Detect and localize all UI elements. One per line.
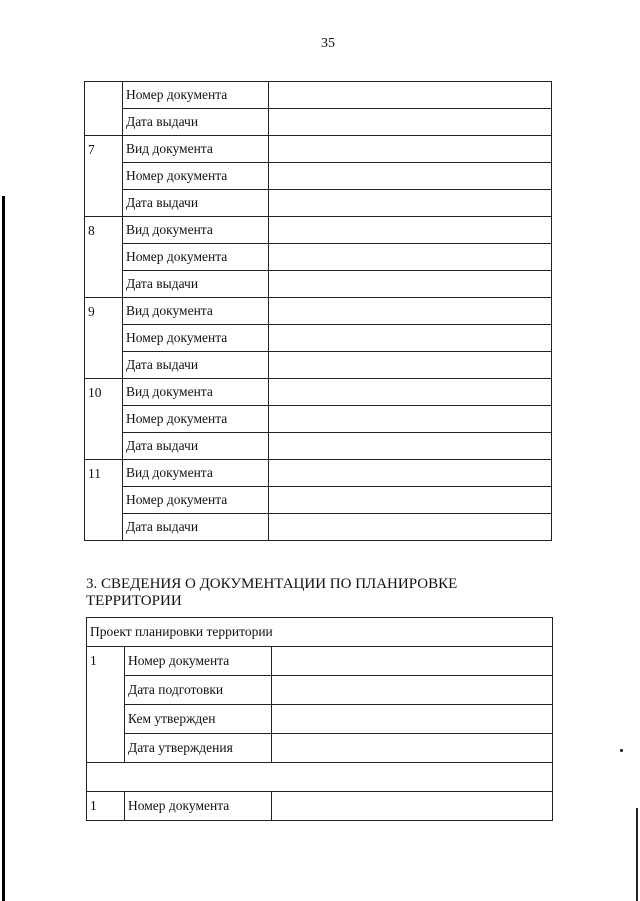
planning-subheader: Проект планировки территории bbox=[87, 618, 553, 647]
table-header-row bbox=[87, 618, 553, 647]
field-label: Номер документа bbox=[125, 647, 272, 676]
table-row bbox=[85, 325, 552, 352]
field-label: Дата выдачи bbox=[123, 190, 269, 217]
table-row bbox=[87, 792, 553, 821]
field-label: Дата выдачи bbox=[123, 514, 269, 541]
field-label: Вид документа bbox=[123, 379, 269, 406]
row-number: 10 bbox=[85, 379, 123, 460]
table-row bbox=[87, 734, 553, 763]
field-value-cell[interactable] bbox=[269, 109, 552, 136]
field-label: Вид документа bbox=[123, 136, 269, 163]
row-number bbox=[85, 82, 123, 136]
field-label: Кем утвержден bbox=[125, 705, 272, 734]
field-label: Дата подготовки bbox=[125, 676, 272, 705]
table-row bbox=[85, 136, 552, 163]
table-row bbox=[85, 379, 552, 406]
field-value-cell[interactable] bbox=[269, 514, 552, 541]
field-value-cell[interactable] bbox=[272, 705, 553, 734]
planning-table bbox=[86, 617, 553, 821]
field-value-cell[interactable] bbox=[272, 676, 553, 705]
field-label: Номер документа bbox=[123, 487, 269, 514]
empty-row-cell[interactable] bbox=[87, 763, 553, 792]
field-value-cell[interactable] bbox=[269, 244, 552, 271]
field-label: Номер документа bbox=[123, 163, 269, 190]
field-value-cell[interactable] bbox=[269, 298, 552, 325]
field-label: Дата выдачи bbox=[123, 433, 269, 460]
table-row bbox=[85, 109, 552, 136]
table-row bbox=[85, 82, 552, 109]
table-row bbox=[85, 244, 552, 271]
table-row bbox=[85, 271, 552, 298]
field-value-cell[interactable] bbox=[269, 82, 552, 109]
field-value-cell[interactable] bbox=[272, 792, 553, 821]
field-label: Номер документа bbox=[123, 82, 269, 109]
field-label: Вид документа bbox=[123, 298, 269, 325]
field-value-cell[interactable] bbox=[272, 734, 553, 763]
row-number: 11 bbox=[85, 460, 123, 541]
table-row bbox=[85, 406, 552, 433]
field-value-cell[interactable] bbox=[272, 647, 553, 676]
documents-table bbox=[84, 81, 552, 541]
row-number: 1 bbox=[87, 647, 125, 763]
table-row bbox=[85, 190, 552, 217]
field-label: Номер документа bbox=[123, 244, 269, 271]
field-label: Номер документа bbox=[123, 325, 269, 352]
field-label: Вид документа bbox=[123, 460, 269, 487]
table-row bbox=[85, 217, 552, 244]
field-value-cell[interactable] bbox=[269, 325, 552, 352]
page-number: 35 bbox=[321, 36, 335, 51]
field-label: Номер документа bbox=[123, 406, 269, 433]
field-label: Дата выдачи bbox=[123, 271, 269, 298]
table-row bbox=[85, 460, 552, 487]
field-value-cell[interactable] bbox=[269, 487, 552, 514]
scan-edge-mark bbox=[2, 196, 5, 901]
field-value-cell[interactable] bbox=[269, 217, 552, 244]
table-row bbox=[85, 487, 552, 514]
field-value-cell[interactable] bbox=[269, 163, 552, 190]
row-number: 9 bbox=[85, 298, 123, 379]
field-value-cell[interactable] bbox=[269, 379, 552, 406]
scan-dot bbox=[620, 749, 623, 752]
row-number: 1 bbox=[87, 792, 125, 821]
section-title: 3. СВЕДЕНИЯ О ДОКУМЕНТАЦИИ ПО ПЛАНИРОВКЕ ТЕРРИТОРИИ bbox=[86, 576, 458, 609]
field-value-cell[interactable] bbox=[269, 406, 552, 433]
field-label: Вид документа bbox=[123, 217, 269, 244]
table-row bbox=[85, 514, 552, 541]
row-number: 8 bbox=[85, 217, 123, 298]
table-row bbox=[87, 676, 553, 705]
scan-edge-mark-right bbox=[636, 808, 638, 901]
table-row bbox=[85, 433, 552, 460]
table-row bbox=[87, 705, 553, 734]
table-row bbox=[85, 352, 552, 379]
field-label: Дата выдачи bbox=[123, 109, 269, 136]
field-value-cell[interactable] bbox=[269, 271, 552, 298]
table-row bbox=[85, 298, 552, 325]
row-number: 7 bbox=[85, 136, 123, 217]
field-label: Дата утверждения bbox=[125, 734, 272, 763]
field-value-cell[interactable] bbox=[269, 190, 552, 217]
field-value-cell[interactable] bbox=[269, 352, 552, 379]
field-value-cell[interactable] bbox=[269, 433, 552, 460]
table-row bbox=[85, 163, 552, 190]
field-label: Дата выдачи bbox=[123, 352, 269, 379]
field-value-cell[interactable] bbox=[269, 460, 552, 487]
table-row bbox=[87, 763, 553, 792]
table-row bbox=[87, 647, 553, 676]
field-value-cell[interactable] bbox=[269, 136, 552, 163]
field-label: Номер документа bbox=[125, 792, 272, 821]
